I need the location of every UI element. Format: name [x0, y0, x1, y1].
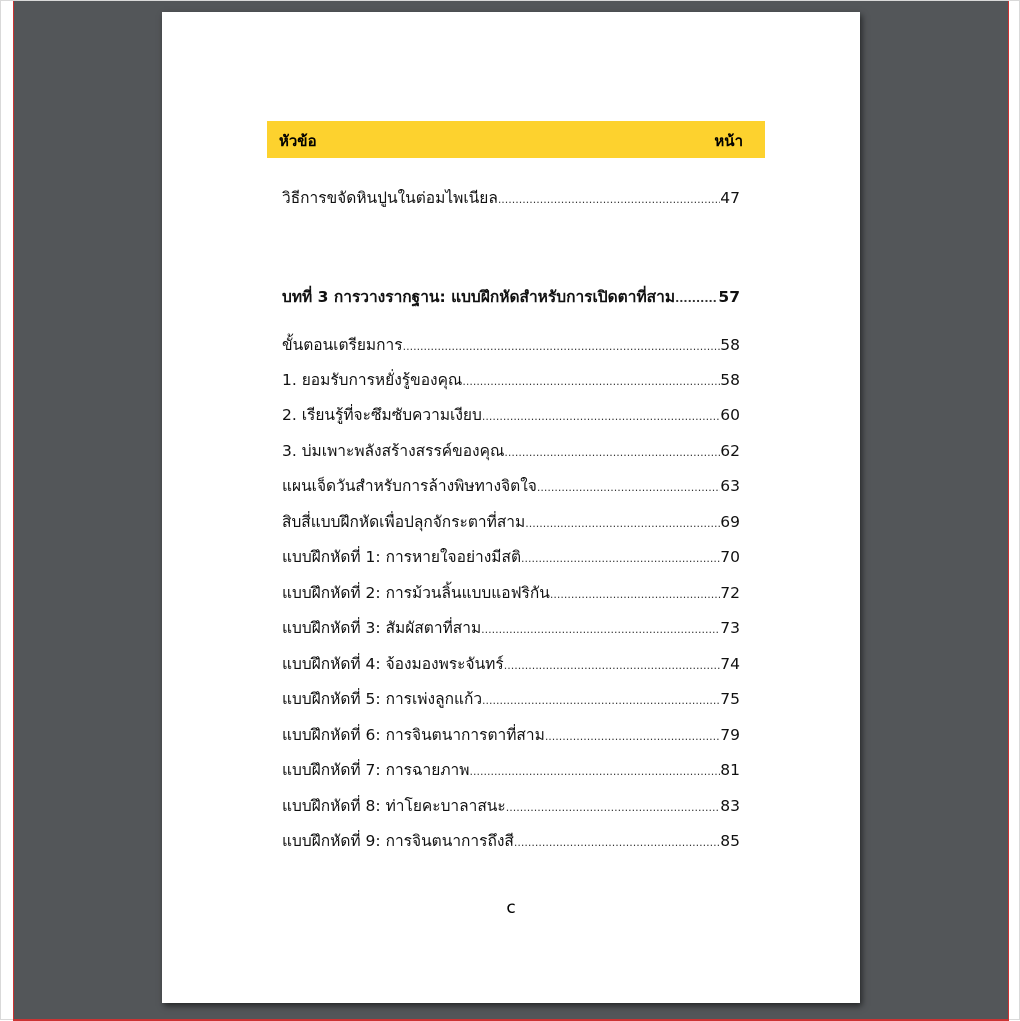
- toc-leader-dots: [482, 694, 720, 707]
- toc-entry-page: 58: [720, 336, 740, 354]
- toc-leader-dots: [521, 552, 720, 565]
- toc-entry-page: 81: [720, 761, 740, 779]
- document-viewer[interactable]: [13, 1, 1009, 1021]
- toc-entry-page: 57: [718, 288, 740, 306]
- toc-leader-dots: [525, 517, 720, 530]
- toc-entry-title: แบบฝึกหัดที่ 5: การเพ่งลูกแก้ว: [282, 690, 483, 708]
- toc-entry: [282, 651, 740, 676]
- toc-entry-title: 3. บ่มเพาะพลังสร้างสรรค์ของคุณ: [282, 442, 505, 460]
- toc-entry-title: บทที่ 3 การวางรากฐาน: แบบฝึกหัดสำหรับการเปิดตาที่สาม: [282, 288, 676, 306]
- toc-leader-dots: [403, 340, 721, 353]
- toc-entry-title: แบบฝึกหัดที่ 1: การหายใจอย่างมีสติ: [282, 548, 522, 566]
- toc-entry: [282, 185, 740, 210]
- toc-entry-page: 85: [720, 832, 740, 850]
- toc-entry-title: แบบฝึกหัดที่ 3: สัมผัสตาที่สาม: [282, 619, 482, 637]
- toc-entry-title: แบบฝึกหัดที่ 9: การจินตนาการถึงสี: [282, 832, 514, 850]
- toc-leader-dots: [514, 836, 720, 849]
- toc-entry-page: 72: [720, 584, 740, 602]
- toc-leader-dots: [504, 446, 720, 459]
- toc-entry: [282, 793, 740, 818]
- toc-leader-dots: [462, 375, 720, 388]
- toc-leader-dots: [537, 481, 720, 494]
- toc-leader-dots: [469, 765, 720, 778]
- toc-leader-dots: [504, 659, 721, 672]
- toc-entry-page: 69: [720, 513, 740, 531]
- toc-entry-title: วิธีการขจัดหินปูนในต่อมไพเนียล: [282, 189, 498, 207]
- toc-entry: [282, 367, 740, 392]
- toc-entry-title: 2. เรียนรู้ที่จะซึมซับความเงียบ: [282, 406, 482, 424]
- toc-entry: [282, 686, 740, 711]
- toc-leader-dots: [506, 801, 721, 814]
- toc-entry-title: 1. ยอมรับการหยั่งรู้ของคุณ: [282, 371, 463, 389]
- page-number: c: [506, 898, 516, 918]
- toc-entry: [282, 473, 740, 498]
- toc-leader-dots: [550, 588, 720, 601]
- toc-entry: [282, 438, 740, 463]
- topic-column-header: หัวข้อ: [279, 132, 317, 150]
- toc-entry-page: 73: [720, 619, 740, 637]
- toc-entry-title: แบบฝึกหัดที่ 7: การฉายภาพ: [282, 761, 470, 779]
- document-page: [162, 12, 860, 1003]
- toc-entry: [282, 828, 740, 853]
- toc-chapter-entry: [282, 284, 740, 309]
- toc-entry: [282, 757, 740, 782]
- toc-header-bar: [267, 121, 765, 158]
- toc-entry-page: 79: [720, 726, 740, 744]
- toc-entry: [282, 722, 740, 747]
- toc-entry-page: 60: [720, 406, 740, 424]
- toc-entry: [282, 332, 740, 357]
- toc-entry-page: 58: [720, 371, 740, 389]
- page-column-header: หน้า: [714, 132, 743, 150]
- toc-leader-dots: [545, 730, 720, 743]
- toc-entry-title: แบบฝึกหัดที่ 4: จ้องมองพระจันทร์: [282, 655, 504, 673]
- toc-leader-dots: [482, 410, 720, 423]
- toc-entry-title: แบบฝึกหัดที่ 6: การจินตนาการตาที่สาม: [282, 726, 545, 744]
- toc-entry: [282, 402, 740, 427]
- toc-entry-page: 47: [720, 189, 740, 207]
- toc-leader-dots: [498, 193, 720, 206]
- toc-entry: [282, 544, 740, 569]
- toc-entry: [282, 615, 740, 640]
- toc-entry-title: แผนเจ็ดวันสำหรับการล้างพิษทางจิตใจ: [282, 477, 537, 495]
- toc-entry-title: แบบฝึกหัดที่ 2: การม้วนลิ้นแบบแอฟริกัน: [282, 584, 550, 602]
- toc-entry-title: แบบฝึกหัดที่ 8: ท่าโยคะบาลาสนะ: [282, 797, 506, 815]
- toc-leader-dots: [481, 623, 720, 636]
- toc-leader-dots: [675, 292, 718, 305]
- toc-entry: [282, 580, 740, 605]
- toc-entry-page: 83: [720, 797, 740, 815]
- toc-entry: [282, 509, 740, 534]
- toc-entry-page: 70: [720, 548, 740, 566]
- toc-entry-title: ขั้นตอนเตรียมการ: [282, 336, 403, 354]
- toc-entry-page: 62: [720, 442, 740, 460]
- toc-entry-title: สิบสี่แบบฝึกหัดเพื่อปลุกจักระตาที่สาม: [282, 513, 526, 531]
- toc-entry-page: 74: [720, 655, 740, 673]
- toc-entry-page: 75: [720, 690, 740, 708]
- toc-entry-page: 63: [720, 477, 740, 495]
